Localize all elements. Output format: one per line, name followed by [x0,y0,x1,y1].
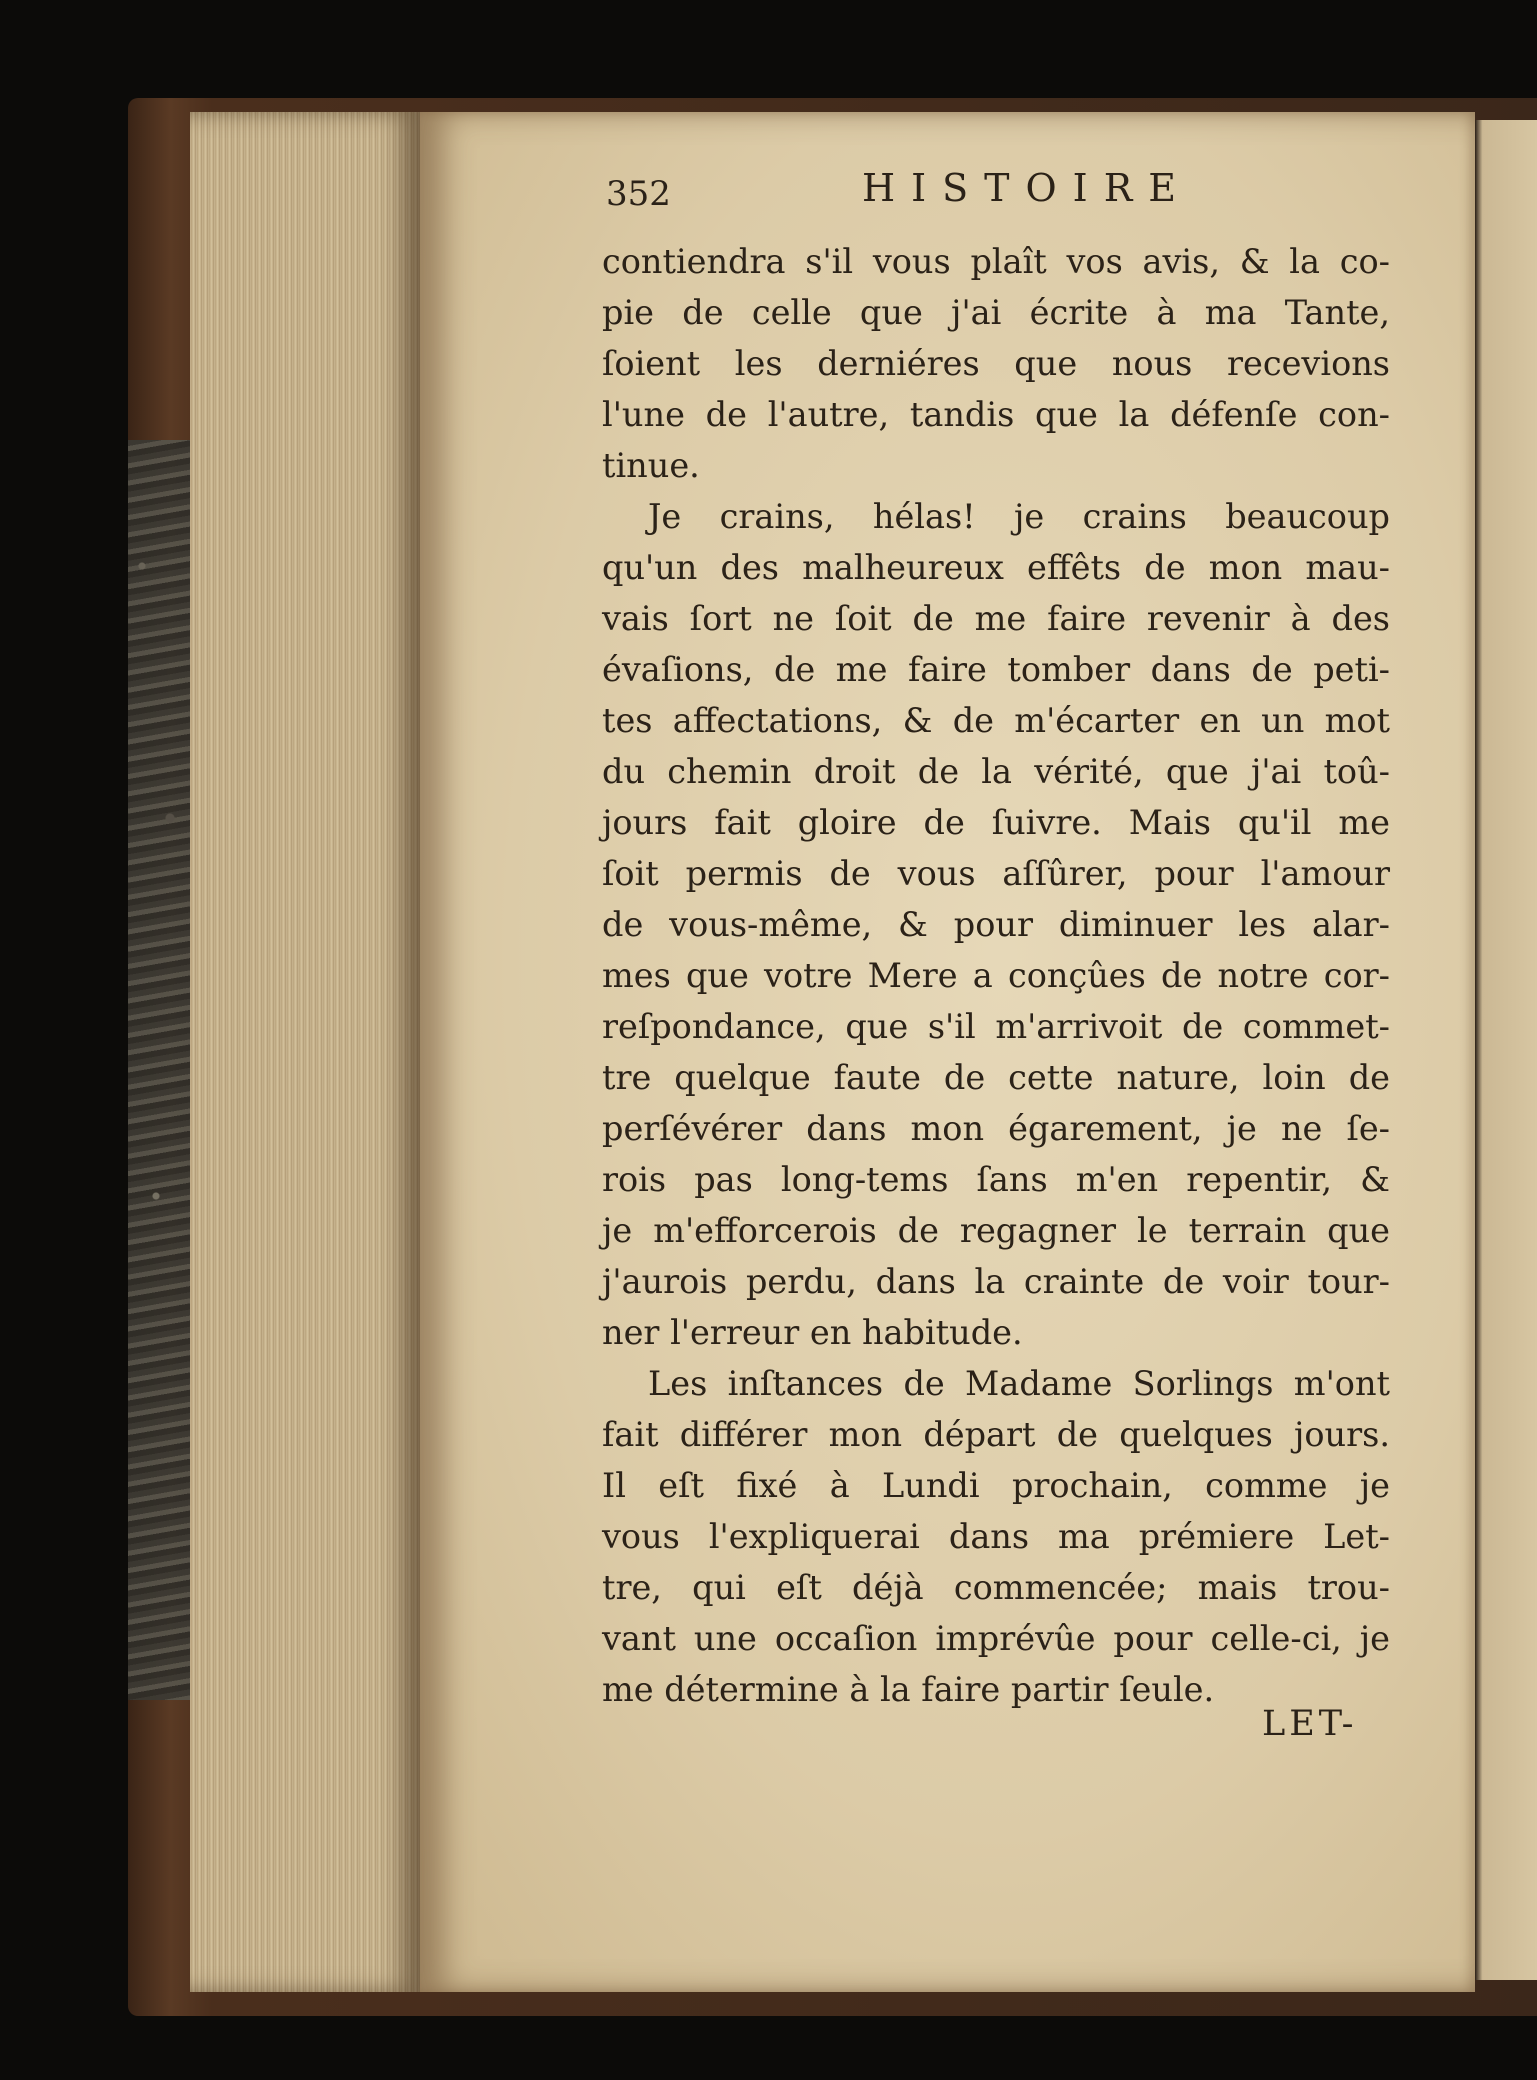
text-line: de vous-même, & pour diminuer les alar- [602,905,1390,944]
catchword: LET- [1262,1704,1358,1744]
body-text [602,236,1390,1715]
text-line: j'aurois perdu, dans la crainte de voir tour- [602,1262,1390,1301]
text-line: vant une occaſion imprévûe pour celle-ci, je [602,1619,1390,1658]
text-line: Les inſtances de Madame Sorlings m'ont [648,1364,1390,1403]
text-line: vous l'expliquerai dans ma prémiere Let- [602,1517,1390,1556]
text-line: tre quelque faute de cette nature, loin de [602,1058,1390,1097]
text-line: perſévérer dans mon égarement, je ne ſe- [602,1109,1390,1148]
running-head: HISTOIRE [862,166,1193,210]
text-line: me détermine à la faire partir ſeule. [602,1670,1215,1709]
text-line: l'une de l'autre, tandis que la défenſe con- [602,395,1390,434]
text-line: je m'efforcerois de regagner le terrain que [602,1211,1390,1250]
page-header [606,162,1386,222]
facing-page-edge [1475,120,1537,1980]
text-line: ſoit permis de vous aſſûrer, pour l'amour [602,854,1390,893]
marbled-cover-edge [128,440,198,1700]
text-line: fait différer mon départ de quelques jours. [602,1415,1390,1454]
text-line: du chemin droit de la vérité, que j'ai toû- [602,752,1390,791]
text-line: rois pas long-tems ſans m'en repentir, & [602,1160,1390,1199]
text-line: contiendra s'il vous plaît vos avis, & la co- [602,242,1390,281]
text-line: mes que votre Mere a conçûes de notre cor- [602,956,1390,995]
text-line: ner l'erreur en habitude. [602,1313,1023,1352]
text-line: tinue. [602,446,700,485]
text-line: Il eſt fixé à Lundi prochain, comme je [602,1466,1390,1505]
text-line: tre, qui eſt déjà commencée; mais trou- [602,1568,1390,1607]
text-line: jours fait gloire de ſuivre. Mais qu'il me [602,803,1390,842]
page-edge-stack [190,112,420,1992]
text-line: qu'un des malheureux effêts de mon mau- [602,548,1390,587]
text-line: reſpondance, que s'il m'arrivoit de commet- [602,1007,1390,1046]
text-line: vais ſort ne ſoit de me faire revenir à des [602,599,1390,638]
text-line: Je crains, hélas! je crains beaucoup [648,497,1390,536]
text-line: ſoient les derniéres que nous recevions [602,344,1390,383]
page-number: 352 [606,174,671,214]
text-line: évaſions, de me faire tomber dans de peti- [602,650,1390,689]
text-line: pie de celle que j'ai écrite à ma Tante, [602,293,1390,332]
text-line: tes affectations, & de m'écarter en un mot [602,701,1390,740]
